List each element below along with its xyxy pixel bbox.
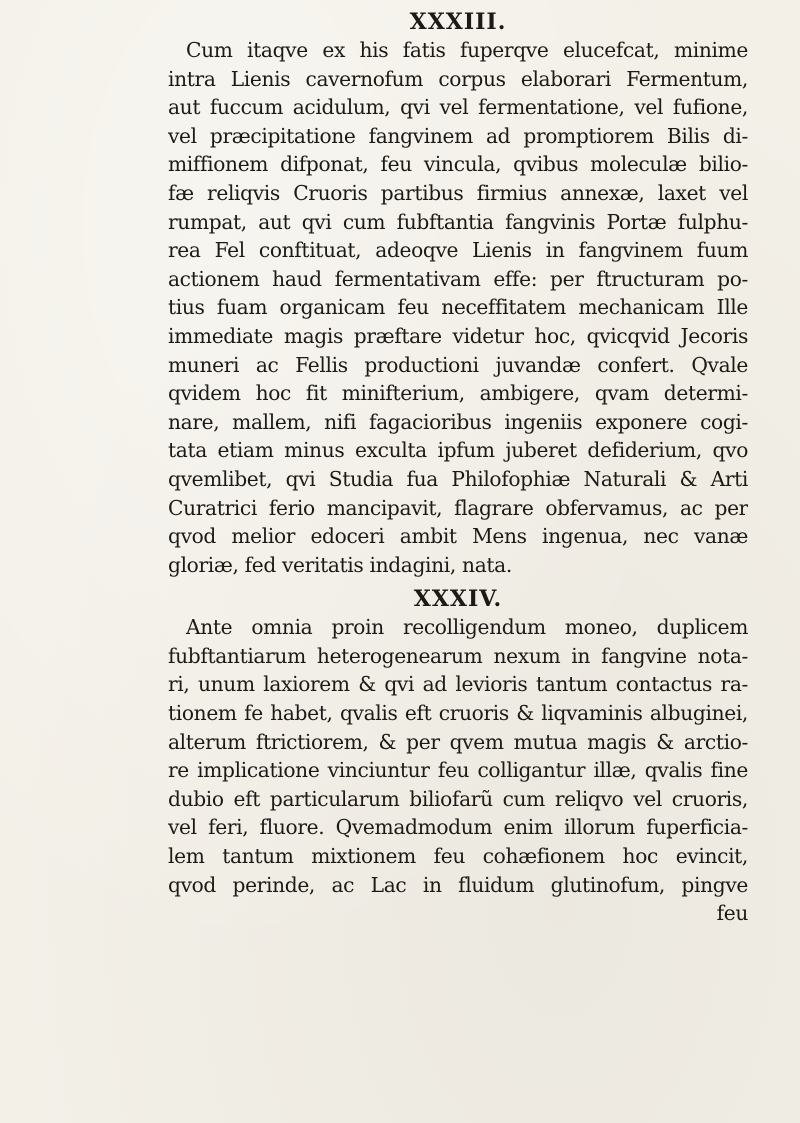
catchword: feu <box>716 901 748 926</box>
section-heading-33: XXXIII. <box>409 9 507 35</box>
text-line: rumpat, aut qvi cum fubftantia fangvinis Portæ fulphu- <box>168 209 748 234</box>
text-line: Cum itaqve ex his fatis fuperqve elucefcat, minime <box>186 38 748 62</box>
text-line: fæ reliqvis Cruoris partibus firmius annexæ, laxet vel <box>168 180 748 205</box>
text-line: muneri ac Fellis productioni juvandæ confert. Qvale <box>168 352 748 377</box>
text-line: tata etiam minus exculta ipfum juberet defiderium, qvo <box>168 438 748 463</box>
text-block <box>168 8 748 928</box>
text-line: Curatrici ferio mancipavit, flagrare obfervamus, ac per <box>168 495 748 520</box>
text-line: alterum ftrictiorem, & per qvem mutua magis & arctio- <box>168 729 748 754</box>
text-line: dubio eft particularum biliofarũ cum reliqvo vel cruoris, <box>168 786 748 811</box>
text-line: Ante omnia proin recolligendum moneo, duplicem <box>186 615 748 640</box>
text-line: qvidem hoc fit minifterium, ambigere, qvam determi- <box>168 381 748 406</box>
text-line: qvod melior edoceri ambit Mens ingenua, nec vanæ <box>168 524 748 549</box>
paragraph-34 <box>168 613 748 928</box>
text-line: vel præcipitatione fangvinem ad promptiorem Bilis di- <box>168 123 748 148</box>
text-line: immediate magis præftare videtur hoc, qvicqvid Jecoris <box>168 323 748 348</box>
text-line: qvemlibet, qvi Studia fua Philofophiæ Naturali & Arti <box>168 466 748 491</box>
text-line: nare, mallem, nifi fagacioribus ingeniis exponere cogi- <box>168 409 748 434</box>
text-line: lem tantum mixtionem feu cohæfionem hoc evincit, <box>168 844 748 869</box>
text-line: miffionem difponat, feu vincula, qvibus moleculæ bilio- <box>168 152 748 177</box>
text-line: intra Lienis cavernofum corpus elaborari Fermentum, <box>168 66 748 91</box>
text-line: tionem fe habet, qvalis eft cruoris & liqvaminis albuginei, <box>168 701 748 726</box>
text-line: ri, unum laxiorem & qvi ad levioris tantum contactus ra- <box>168 672 748 697</box>
text-line: vel feri, fluore. Qvemadmodum enim illorum fuperficia- <box>168 815 748 840</box>
paragraph-33 <box>168 36 748 579</box>
text-line: aut fuccum acidulum, qvi vel fermentatione, vel fufione, <box>168 95 748 120</box>
text-line: fubftantiarum heterogenearum nexum in fangvine nota- <box>168 643 748 668</box>
text-line: rea Fel conftituat, adeoqve Lienis in fangvinem fuum <box>168 238 748 263</box>
text-line: actionem haud fermentativam effe: per ftructuram po- <box>168 266 748 291</box>
text-line: re implicatione vinciuntur feu colligantur illæ, qvalis fine <box>168 758 748 783</box>
text-line: tius fuam organicam feu neceffitatem mechanicam Ille <box>168 295 748 320</box>
text-line: qvod perinde, ac Lac in fluidum glutinofum, pingve <box>168 872 748 897</box>
text-line: gloriæ, fed veritatis indagini, nata. <box>168 552 512 577</box>
section-heading-34: XXXIV. <box>413 586 503 613</box>
